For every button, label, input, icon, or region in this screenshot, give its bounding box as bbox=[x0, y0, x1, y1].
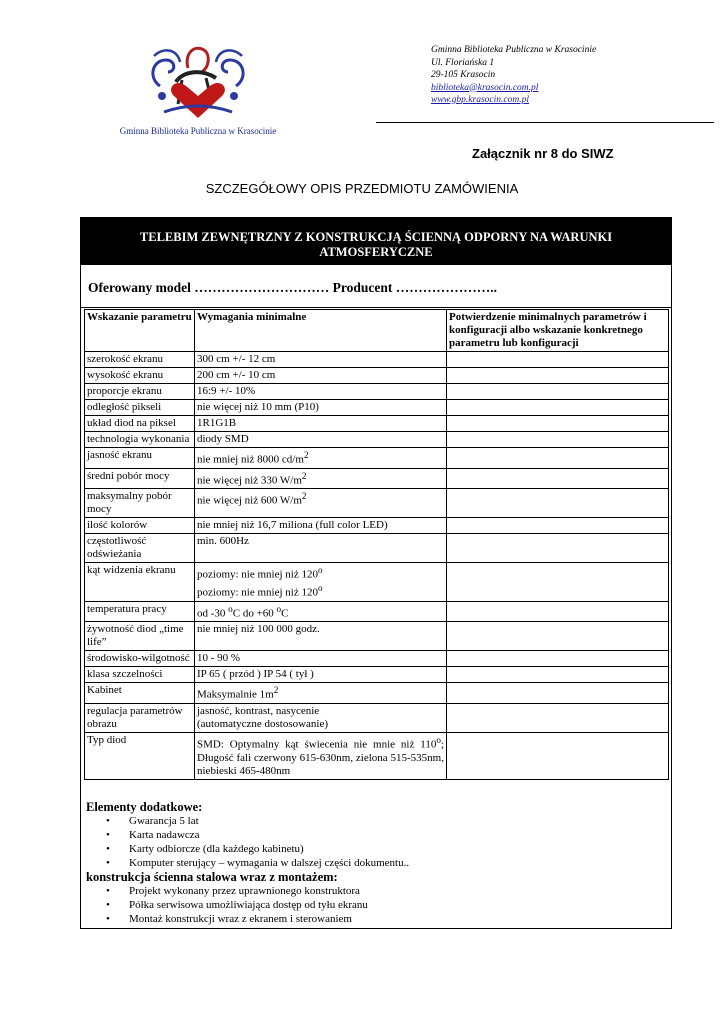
requirement-cell bbox=[195, 703, 447, 732]
parameter-cell: średni pobór mocy bbox=[85, 468, 195, 489]
table-row bbox=[85, 601, 669, 622]
requirement-cell: 300 cm +/- 12 cm bbox=[195, 352, 447, 368]
confirmation-cell[interactable] bbox=[447, 432, 669, 448]
confirmation-cell[interactable] bbox=[447, 368, 669, 384]
parameter-cell: środowisko-wilgotność bbox=[85, 651, 195, 667]
list-item: • Projekt wykonany przez uprawnionego konstruktora bbox=[86, 884, 666, 898]
requirement-cell: 16:9 +/- 10% bbox=[195, 384, 447, 400]
requirement-cell: nie więcej niż 10 mm (P10) bbox=[195, 400, 447, 416]
table-row bbox=[85, 518, 669, 534]
requirement-cell: nie mniej niż 8000 $cd/m^2$ bbox=[195, 448, 447, 469]
email-link[interactable]: biblioteka@krasocin.com.pl bbox=[431, 82, 539, 93]
address-name: Gminna Biblioteka Publiczna w Krasocinie bbox=[431, 45, 597, 55]
confirmation-cell[interactable] bbox=[447, 448, 669, 469]
confirmation-cell[interactable] bbox=[447, 489, 669, 518]
extras-heading: Elementy dodatkowe: bbox=[86, 800, 203, 814]
parameter-cell: Kabinet bbox=[85, 683, 195, 704]
attachment-label: Załącznik nr 8 do SIWZ bbox=[472, 146, 614, 161]
table-row bbox=[85, 563, 669, 601]
requirement-cell: Maksymalnie $1m^2$ bbox=[195, 683, 447, 704]
parameter-cell: Typ diod bbox=[85, 732, 195, 779]
table-row bbox=[85, 622, 669, 651]
table-row bbox=[85, 384, 669, 400]
parameter-cell: odległość pikseli bbox=[85, 400, 195, 416]
confirmation-cell[interactable] bbox=[447, 468, 669, 489]
requirement-cell: nie więcej niż 600 $W/m^2$ bbox=[195, 489, 447, 518]
confirmation-cell[interactable] bbox=[447, 400, 669, 416]
parameter-cell: jasność ekranu bbox=[85, 448, 195, 469]
list-item: • Karty odbiorcze (dla każdego kabinetu) bbox=[86, 842, 666, 856]
table-row bbox=[85, 651, 669, 667]
requirement-cell bbox=[195, 563, 447, 601]
specification-title bbox=[80, 217, 672, 265]
header-requirements: Wymagania minimalne bbox=[195, 310, 447, 352]
additional-elements bbox=[86, 800, 666, 926]
requirement-line: jasność, kontrast, nasycenie bbox=[197, 704, 320, 717]
parameter-cell: wysokość ekranu bbox=[85, 368, 195, 384]
title-line-1: TELEBIM ZEWNĘTRZNY Z KONSTRUKCJĄ ŚCIENNĄ ODPORNY NA WARUNKI bbox=[139, 230, 613, 244]
logo-caption: Gminna Biblioteka Publiczna w Krasocinie bbox=[119, 126, 277, 136]
confirmation-cell[interactable] bbox=[447, 622, 669, 651]
header-confirmation: Potwierdzenie minimalnych parametrów i konfiguracji albo wskazanie konkretnego parametru lub konfiguracji bbox=[447, 310, 669, 352]
list-item: • Komputer sterujący – wymagania w dalszej części dokumentu.. bbox=[86, 856, 666, 870]
table-body bbox=[85, 352, 669, 780]
specification-table bbox=[84, 309, 669, 780]
confirmation-cell[interactable] bbox=[447, 651, 669, 667]
requirement-cell: 1R1G1B bbox=[195, 416, 447, 432]
confirmation-cell[interactable] bbox=[447, 732, 669, 779]
confirmation-cell[interactable] bbox=[447, 667, 669, 683]
confirmation-cell[interactable] bbox=[447, 518, 669, 534]
list-item: • Karta nadawcza bbox=[86, 828, 666, 842]
requirement-line: poziomy: nie mniej niż 120$^o$ bbox=[197, 582, 323, 599]
confirmation-cell[interactable] bbox=[447, 384, 669, 400]
table-row bbox=[85, 400, 669, 416]
parameter-cell: szerokość ekranu bbox=[85, 352, 195, 368]
offered-model-line: Oferowany model ………………………… Producent ………………….. bbox=[88, 280, 497, 295]
website-link[interactable]: www.gbp.krasocin.com.pl bbox=[431, 95, 529, 105]
requirement-cell: nie więcej niż 330 $W/m^2$ bbox=[195, 468, 447, 489]
requirement-cell: nie mniej niż 100 000 godz. bbox=[195, 622, 447, 651]
table-row bbox=[85, 667, 669, 683]
confirmation-cell[interactable] bbox=[447, 703, 669, 732]
table-row bbox=[85, 489, 669, 518]
confirmation-cell[interactable] bbox=[447, 416, 669, 432]
parameter-cell: częstotliwość odświeżania bbox=[85, 534, 195, 563]
document-subject: SZCZEGÓŁOWY OPIS PRZEDMIOTU ZAMÓWIENIA bbox=[205, 181, 519, 196]
confirmation-cell[interactable] bbox=[447, 352, 669, 368]
table-row bbox=[85, 468, 669, 489]
parameter-cell: żywotność diod „time life” bbox=[85, 622, 195, 651]
parameter-cell: układ diod na piksel bbox=[85, 416, 195, 432]
parameter-cell: kąt widzenia ekranu bbox=[85, 563, 195, 601]
requirement-cell: SMD: Optymalny kąt świecenia nie mnie niż 110$^o$; Długość fali czerwony 615-630nm, zielona 515-535nm, niebieski 465-480nm bbox=[195, 732, 447, 779]
address-city: 29-105 Krasocin bbox=[431, 70, 496, 80]
parameter-cell: technologia wykonania bbox=[85, 432, 195, 448]
table-row bbox=[85, 732, 669, 779]
requirement-line: (automatyczne dostosowanie) bbox=[197, 717, 329, 730]
table-row bbox=[85, 352, 669, 368]
confirmation-cell[interactable] bbox=[447, 683, 669, 704]
table-row bbox=[85, 432, 669, 448]
table-row bbox=[85, 416, 669, 432]
list-item: • Gwarancja 5 lat bbox=[86, 814, 666, 828]
extras-list bbox=[86, 814, 666, 870]
requirement-cell: od -30 $^o$C do +60 $^o$C bbox=[195, 601, 447, 622]
requirement-cell: 10 - 90 % bbox=[195, 651, 447, 667]
library-address bbox=[431, 44, 596, 107]
table-row bbox=[85, 683, 669, 704]
parameter-cell: temperatura pracy bbox=[85, 601, 195, 622]
header-parameter: Wskazanie parametru bbox=[85, 310, 195, 352]
list-item: • Półka serwisowa umożliwiająca dostęp od tyłu ekranu bbox=[86, 898, 666, 912]
address-street: Ul. Floriańska 1 bbox=[431, 57, 495, 68]
requirement-cell: min. 600Hz bbox=[195, 534, 447, 563]
requirement-cell: nie mniej niż 16,7 miliona (full color LED) bbox=[195, 518, 447, 534]
table-header-row bbox=[85, 310, 669, 352]
table-row bbox=[85, 534, 669, 563]
requirement-cell: diody SMD bbox=[195, 432, 447, 448]
confirmation-cell[interactable] bbox=[447, 534, 669, 563]
confirmation-cell[interactable] bbox=[447, 563, 669, 601]
construction-list bbox=[86, 884, 666, 926]
list-item: • Montaż konstrukcji wraz z ekranem i sterowaniem bbox=[86, 912, 666, 926]
header-divider bbox=[376, 122, 714, 123]
parameter-cell: ilość kolorów bbox=[85, 518, 195, 534]
requirement-cell: 200 cm +/- 10 cm bbox=[195, 368, 447, 384]
parameter-cell: maksymalny pobór mocy bbox=[85, 489, 195, 518]
requirement-cell: IP 65 ( przód ) IP 54 ( tył ) bbox=[195, 667, 447, 683]
offer-divider bbox=[80, 307, 672, 308]
parameter-cell: regulacja parametrów obrazu bbox=[85, 703, 195, 732]
construction-heading: konstrukcja ścienna stalowa wraz z montażem: bbox=[86, 870, 338, 884]
requirement-line: poziomy: nie mniej niż 120$^o$ bbox=[197, 565, 323, 581]
parameter-cell: klasa szczelności bbox=[85, 667, 195, 683]
title-line-2: ATMOSFERYCZNE bbox=[319, 245, 433, 259]
table-row bbox=[85, 368, 669, 384]
parameter-cell: proporcje ekranu bbox=[85, 384, 195, 400]
table-row bbox=[85, 703, 669, 732]
confirmation-cell[interactable] bbox=[447, 601, 669, 622]
table-row bbox=[85, 448, 669, 469]
